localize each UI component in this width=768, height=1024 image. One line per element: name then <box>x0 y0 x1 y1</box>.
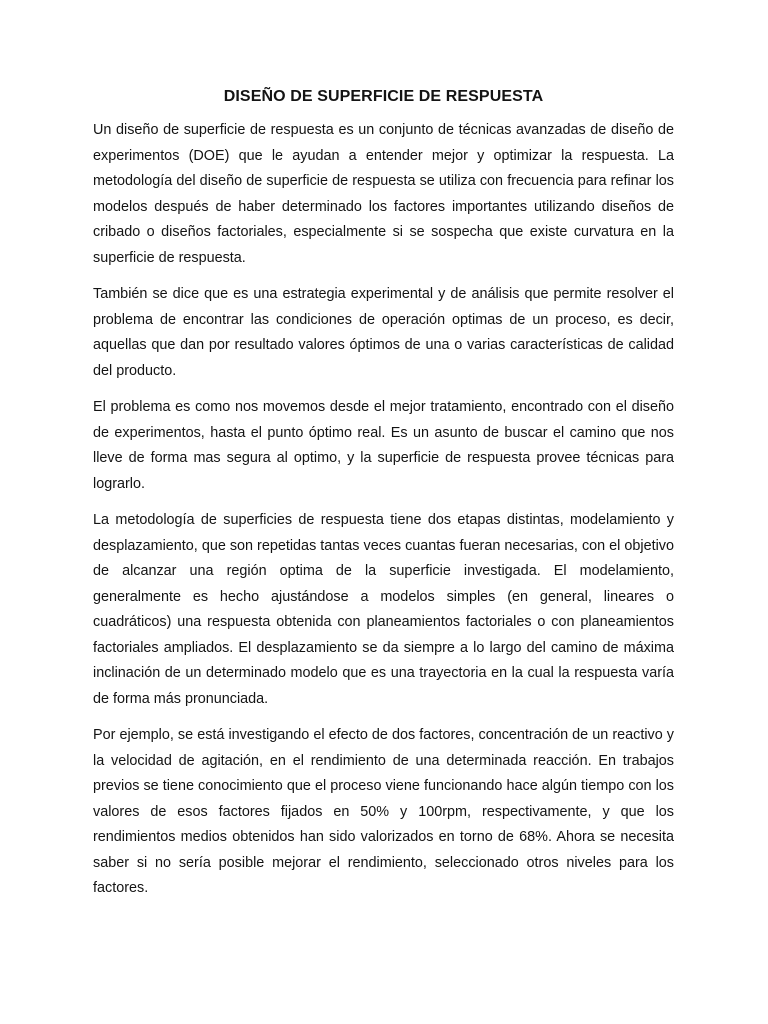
paragraph-problem: El problema es como nos movemos desde el mejor tratamiento, encontrado con el diseño de experimentos, hasta el punto óptimo real. Es un asunto de buscar el camino que nos lleve de forma mas segura al optimo, y la superficie de respuesta provee técnicas para lograrlo. <box>93 399 674 492</box>
document-title: DISEÑO DE SUPERFICIE DE RESPUESTA <box>223 88 544 105</box>
paragraph-intro: Un diseño de superficie de respuesta es un conjunto de técnicas avanzadas de diseño de experimentos (DOE) que le ayudan a entender mejor y optimizar la respuesta. La metodología del diseño de superficie de respuesta se utiliza con frecuencia para refinar los modelos después de haber determinado los factores importantes utilizando diseños de cribado o diseños factoriales, especialmente si se sospecha que existe curvatura en la superficie de respuesta. <box>93 122 674 266</box>
paragraph-methodology: La metodología de superficies de respuesta tiene dos etapas distintas, modelamiento y desplazamiento, que son repetidas tantas veces cuantas fueran necesarias, con el objetivo de alcanzar una región optima de la superficie investigada. El modelamiento, generalmente es hecho ajustándose a modelos simples (en general, lineares o cuadráticos) una respuesta obtenida con planeamientos factoriales o con planeamientos factoriales ampliados. El desplazamiento se da siempre a lo largo del camino de máxima inclinación de un determinado modelo que es una trayectoria en la cual la respuesta varía de forma más pronunciada. <box>93 512 674 707</box>
paragraph-example: Por ejemplo, se está investigando el efecto de dos factores, concentración de un reactivo y la velocidad de agitación, en el rendimiento de una determinada reacción. En trabajos previos se tiene conocimiento que el proceso viene funcionando hace algún tiempo con los valores de esos factores fijados en 50% y 100rpm, respectivamente, y que los rendimientos medios obtenidos han sido valorizados en torno de 68%. Ahora se necesita saber si no sería posible mejorar el rendimiento, seleccionado otros niveles para los factores. <box>93 727 674 896</box>
document-body <box>93 86 674 913</box>
paragraph-strategy: También se dice que es una estrategia experimental y de análisis que permite resolver el problema de encontrar las condiciones de operación optimas de un proceso, es decir, aquellas que dan por resultado valores óptimos de una o varias características de calidad del producto. <box>93 286 674 379</box>
